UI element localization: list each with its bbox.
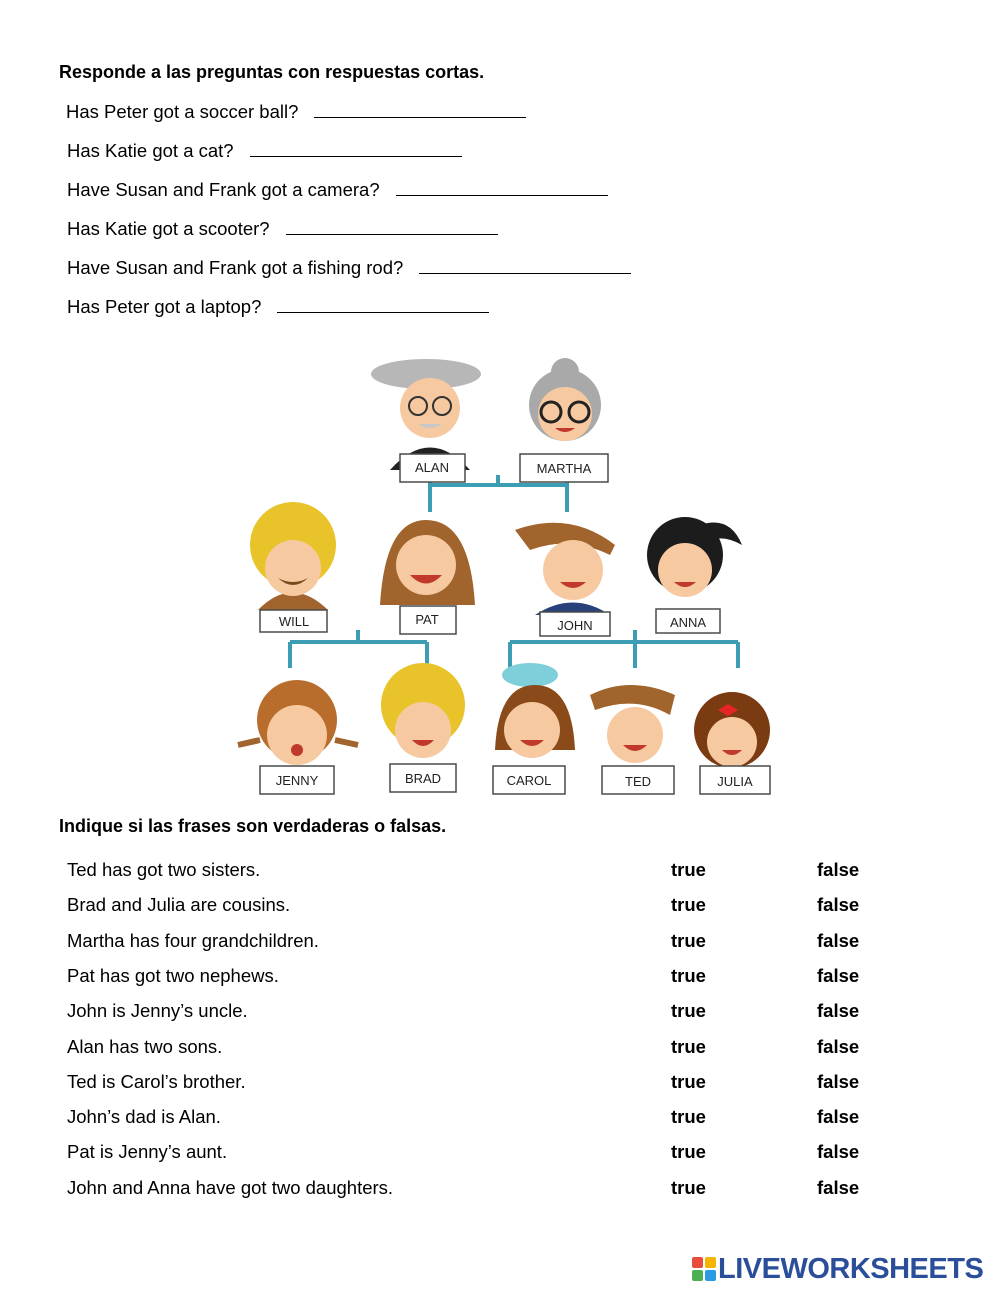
true-option[interactable]: true xyxy=(671,859,706,880)
statement-text: Ted is Carol’s brother. xyxy=(67,1071,246,1092)
false-option[interactable]: false xyxy=(817,1071,860,1092)
question-text: Has Peter got a soccer ball? xyxy=(66,101,299,122)
true-option[interactable]: true xyxy=(671,1036,706,1057)
question-row xyxy=(67,296,489,318)
section2-heading: Indique si las frases son verdaderas o falsas. xyxy=(59,816,447,836)
true-option[interactable]: true xyxy=(671,1000,706,1021)
statement-text: John and Anna have got two daughters. xyxy=(67,1177,394,1198)
false-option[interactable]: false xyxy=(817,965,860,986)
name-label-alan: ALAN xyxy=(415,460,449,475)
question-row xyxy=(67,218,498,240)
false-option[interactable]: false xyxy=(817,859,860,880)
name-label-jenny: JENNY xyxy=(275,773,319,788)
answer-blank[interactable] xyxy=(250,155,462,157)
false-option[interactable]: false xyxy=(817,1177,860,1198)
person-julia xyxy=(694,692,770,794)
person-alan xyxy=(371,359,481,482)
answer-blank[interactable] xyxy=(314,116,526,118)
statement-text: John’s dad is Alan. xyxy=(67,1106,221,1127)
true-option[interactable]: true xyxy=(671,930,706,951)
false-option[interactable]: false xyxy=(817,930,860,951)
question-row xyxy=(67,257,631,279)
person-martha xyxy=(520,358,608,482)
logo-mark-icon xyxy=(692,1257,716,1281)
statement-text: Alan has two sons. xyxy=(67,1036,223,1057)
person-john xyxy=(515,523,615,636)
true-option[interactable]: true xyxy=(671,1106,706,1127)
answer-blank[interactable] xyxy=(277,311,489,313)
name-label-martha: MARTHA xyxy=(536,461,592,476)
logo-text: LIVEWORKSHEETS xyxy=(718,1252,984,1285)
answer-blank[interactable] xyxy=(396,194,608,196)
statement-text: Ted has got two sisters. xyxy=(67,859,261,880)
question-text: Has Katie got a cat? xyxy=(67,140,234,161)
true-option[interactable]: true xyxy=(671,1071,706,1092)
true-option[interactable]: true xyxy=(671,965,706,986)
person-pat xyxy=(380,520,475,634)
person-jenny xyxy=(238,680,358,794)
family-tree-illustration xyxy=(230,350,780,802)
name-label-brad: BRAD xyxy=(404,771,442,786)
true-option[interactable]: true xyxy=(671,894,706,915)
false-option[interactable]: false xyxy=(817,1141,860,1162)
true-option[interactable]: true xyxy=(671,1141,706,1162)
section1-heading: Responde a las preguntas con respuestas cortas. xyxy=(59,62,485,82)
question-text: Has Katie got a scooter? xyxy=(67,218,270,239)
true-option[interactable]: true xyxy=(671,1177,706,1198)
name-label-ted: TED xyxy=(625,774,651,789)
false-option[interactable]: false xyxy=(817,894,860,915)
person-will xyxy=(250,502,336,632)
name-label-carol: CAROL xyxy=(506,773,552,788)
name-label-anna: ANNA xyxy=(669,615,707,630)
answer-blank[interactable] xyxy=(286,233,498,235)
statement-text: Martha has four grandchildren. xyxy=(67,930,319,951)
statement-text: John is Jenny’s uncle. xyxy=(67,1000,248,1021)
answer-blank[interactable] xyxy=(419,272,631,274)
person-carol xyxy=(493,663,575,794)
person-brad xyxy=(381,663,465,792)
false-option[interactable]: false xyxy=(817,1000,860,1021)
statement-text: Brad and Julia are cousins. xyxy=(67,894,291,915)
question-row xyxy=(67,140,462,162)
question-text: Have Susan and Frank got a fishing rod? xyxy=(67,257,404,278)
person-anna xyxy=(647,517,742,633)
person-ted xyxy=(590,685,675,794)
question-text: Has Peter got a laptop? xyxy=(67,296,262,317)
statement-text: Pat is Jenny’s aunt. xyxy=(67,1141,228,1162)
statement-text: Pat has got two nephews. xyxy=(67,965,279,986)
false-option[interactable]: false xyxy=(817,1036,860,1057)
question-row xyxy=(67,179,608,201)
false-option[interactable]: false xyxy=(817,1106,860,1127)
name-label-pat: PAT xyxy=(415,612,439,627)
name-label-will: WILL xyxy=(278,614,310,629)
liveworksheets-logo xyxy=(692,1253,983,1285)
question-row xyxy=(66,101,526,123)
name-label-julia: JULIA xyxy=(717,774,753,789)
question-text: Have Susan and Frank got a camera? xyxy=(67,179,380,200)
name-label-john: JOHN xyxy=(557,618,593,633)
